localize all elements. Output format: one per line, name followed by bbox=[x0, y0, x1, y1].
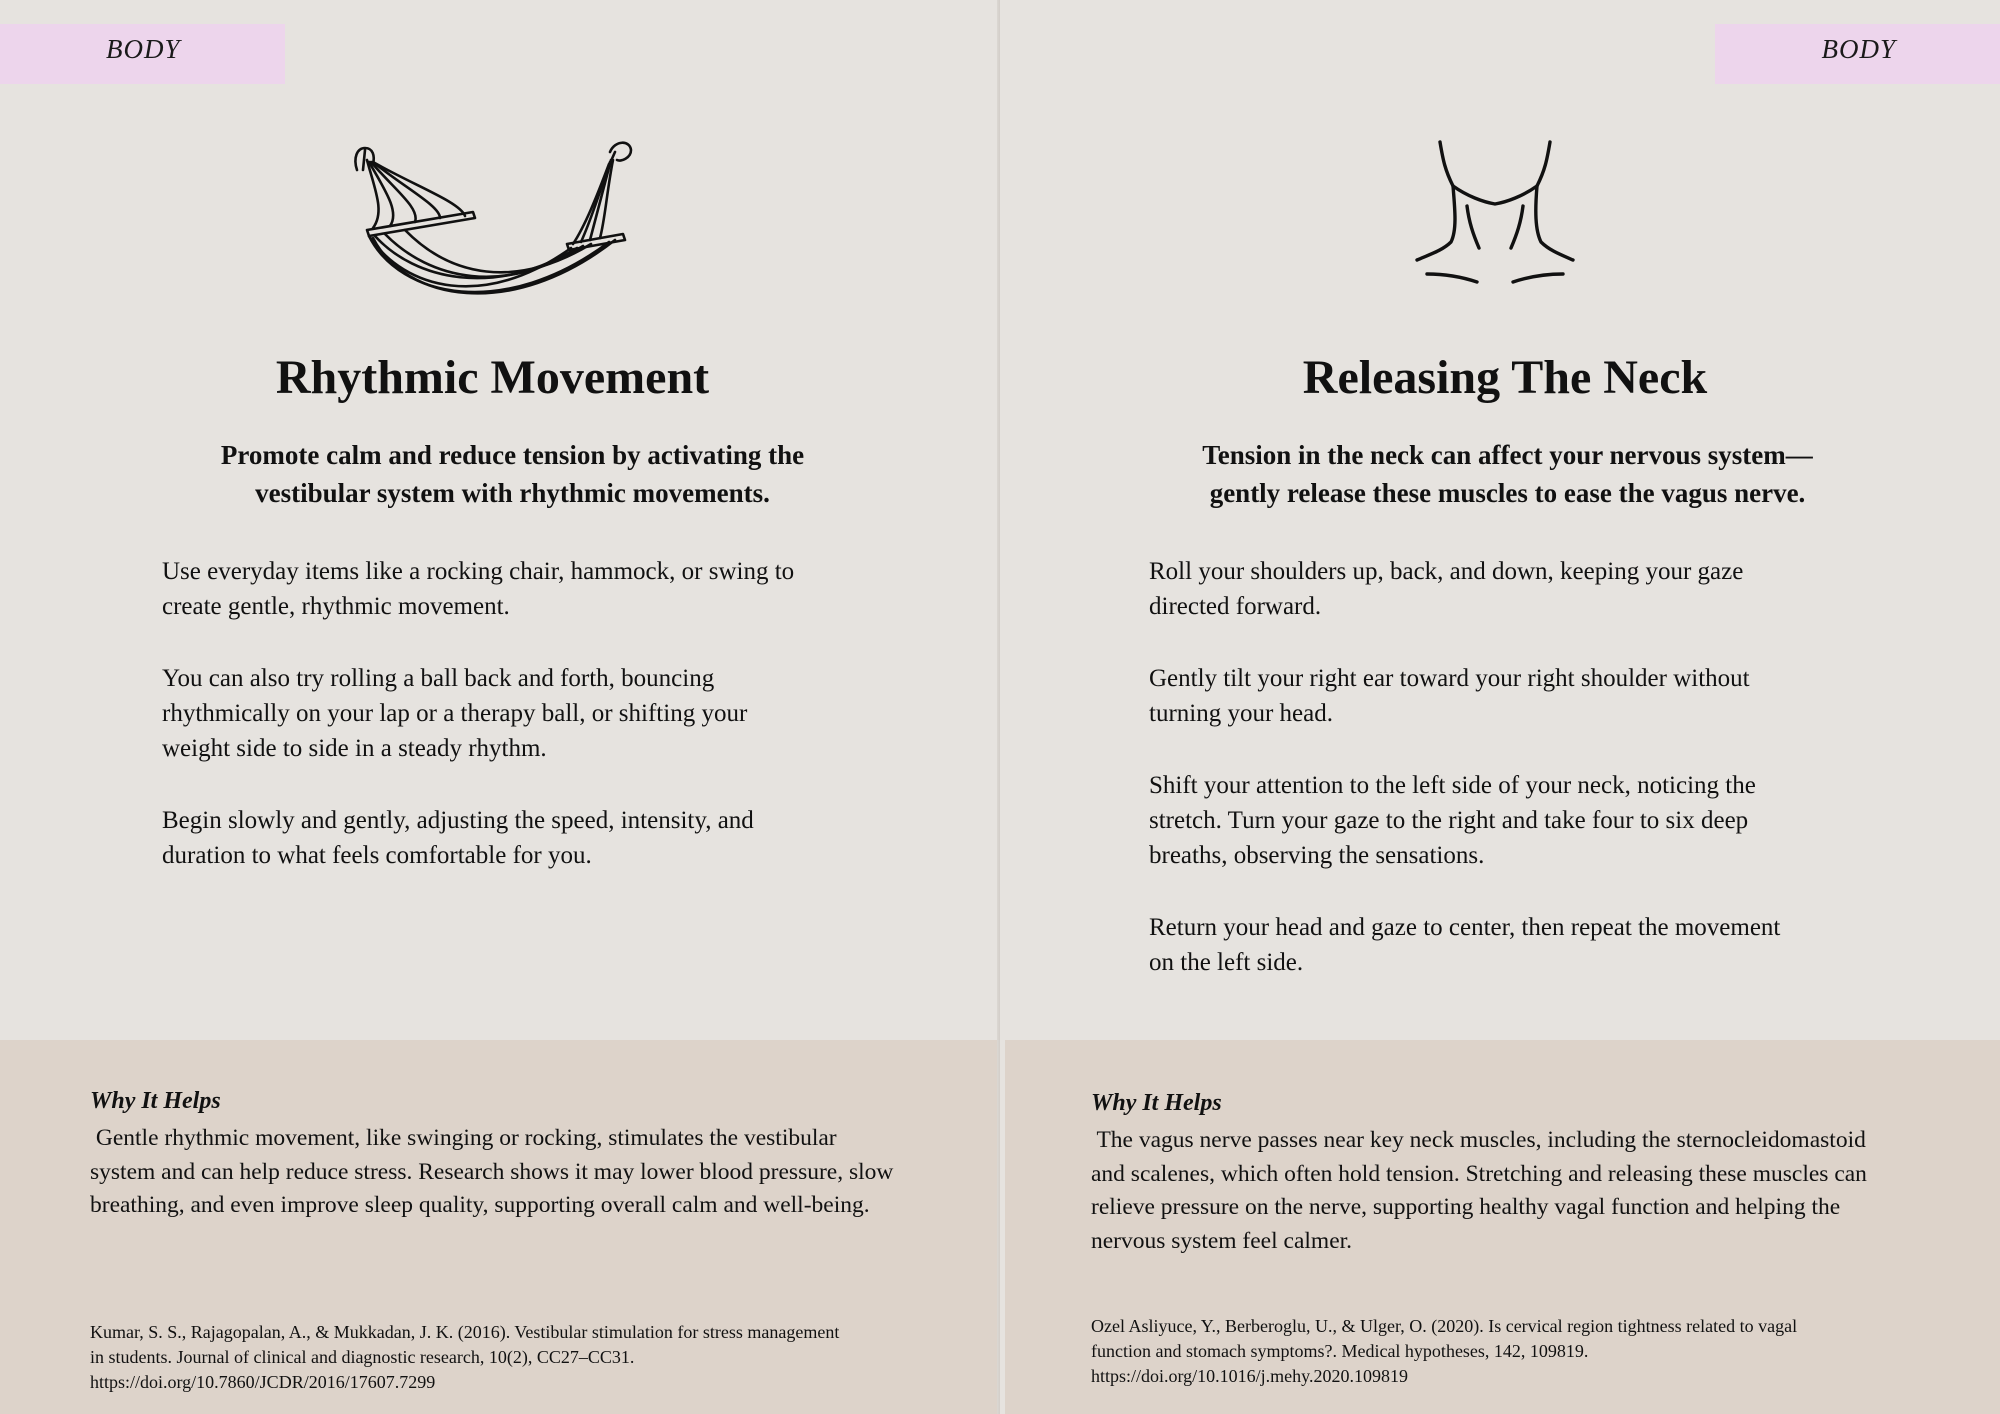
paragraph bbox=[1149, 554, 1879, 624]
why-it-helps-panel bbox=[1005, 1040, 2000, 1414]
why-line: Gentle rhythmic movement, like swinging or rocking, stimulates the vestibular bbox=[90, 1125, 837, 1151]
hammock-icon bbox=[345, 130, 645, 310]
section-tag: BODY bbox=[1715, 24, 2000, 84]
paragraph-line: breaths, observing the sensations. bbox=[1149, 842, 1485, 869]
why-line: and scalenes, which often hold tension. Stretching and releasing these muscles can bbox=[1091, 1160, 1867, 1187]
why-text bbox=[90, 1122, 970, 1223]
paragraph bbox=[162, 803, 882, 873]
paragraph-line: on the left side. bbox=[1149, 949, 1304, 976]
lead-text bbox=[1180, 436, 1835, 512]
why-line: nervous system feel calmer. bbox=[1091, 1227, 1353, 1254]
why-text bbox=[1091, 1124, 1971, 1258]
paragraph-line: Shift your attention to the left side of your neck, noticing the bbox=[1149, 772, 1756, 799]
reference bbox=[90, 1320, 970, 1395]
reference-link[interactable]: https://doi.org/10.7860/JCDR/2016/17607.7299 bbox=[90, 1372, 436, 1392]
section-tag: BODY bbox=[0, 24, 285, 84]
paragraph bbox=[162, 554, 882, 624]
lead-line: Promote calm and reduce tension by activating the bbox=[220, 440, 805, 470]
lead-text bbox=[190, 436, 835, 512]
paragraph bbox=[1149, 768, 1879, 873]
lead-line: vestibular system with rhythmic movements. bbox=[255, 478, 770, 508]
paragraph bbox=[1149, 661, 1879, 731]
reference-link[interactable]: https://doi.org/10.1016/j.mehy.2020.109819 bbox=[1091, 1366, 1409, 1386]
right-page bbox=[1000, 0, 2000, 1414]
paragraph-line: rhythmically on your lap or a therapy ball, or shifting your bbox=[162, 700, 748, 727]
paragraph-line: weight side to side in a steady rhythm. bbox=[162, 735, 547, 762]
paragraph-line: directed forward. bbox=[1149, 593, 1322, 620]
instructions bbox=[1149, 554, 1879, 1017]
paragraph-line: duration to what feels comfortable for you. bbox=[162, 842, 592, 869]
lead-line: Tension in the neck can affect your nervous system— bbox=[1202, 440, 1813, 470]
paragraph-line: Roll your shoulders up, back, and down, keeping your gaze bbox=[1149, 558, 1744, 585]
paragraph-line: Begin slowly and gently, adjusting the speed, intensity, and bbox=[162, 807, 754, 834]
paragraph bbox=[1149, 910, 1879, 980]
neck-icon bbox=[1395, 130, 1595, 310]
paragraph bbox=[162, 661, 882, 766]
paragraph-line: turning your head. bbox=[1149, 700, 1333, 727]
reference-line: function and stomach symptoms?. Medical hypotheses, 142, 109819. bbox=[1091, 1341, 1589, 1361]
reference-line: Kumar, S. S., Rajagopalan, A., & Mukkadan, J. K. (2016). Vestibular stimulation for stress management bbox=[90, 1322, 840, 1342]
paragraph-line: Use everyday items like a rocking chair, hammock, or swing to bbox=[162, 558, 795, 585]
paragraph-line: stretch. Turn your gaze to the right and take four to six deep bbox=[1149, 807, 1749, 834]
reference-line: in students. Journal of clinical and diagnostic research, 10(2), CC27–CC31. bbox=[90, 1347, 635, 1367]
why-heading: Why It Helps bbox=[90, 1088, 221, 1114]
instructions bbox=[162, 554, 882, 910]
lead-line: gently release these muscles to ease the vagus nerve. bbox=[1209, 478, 1806, 508]
paragraph-line: create gentle, rhythmic movement. bbox=[162, 593, 510, 620]
page-title: Rhythmic Movement bbox=[275, 351, 710, 404]
paragraph-line: You can also try rolling a ball back and forth, bouncing bbox=[162, 665, 715, 692]
why-line: The vagus nerve passes near key neck muscles, including the sternocleidomastoid bbox=[1091, 1127, 1866, 1153]
why-line: system and can help reduce stress. Research shows it may lower blood pressure, slow bbox=[90, 1158, 894, 1185]
why-line: breathing, and even improve sleep quality, supporting overall calm and well-being. bbox=[90, 1192, 870, 1218]
why-it-helps-panel bbox=[0, 1040, 997, 1414]
why-heading: Why It Helps bbox=[1091, 1090, 1222, 1116]
reference-line: Ozel Asliyuce, Y., Berberoglu, U., & Ulger, O. (2020). Is cervical region tightness related to vagal bbox=[1091, 1316, 1798, 1336]
reference bbox=[1091, 1314, 1971, 1389]
paragraph-line: Gently tilt your right ear toward your right shoulder without bbox=[1149, 665, 1750, 692]
page-title: Releasing The Neck bbox=[1302, 351, 1708, 404]
why-line: relieve pressure on the nerve, supporting healthy vagal function and helping the bbox=[1091, 1194, 1841, 1220]
paragraph-line: Return your head and gaze to center, then repeat the movement bbox=[1149, 914, 1781, 941]
